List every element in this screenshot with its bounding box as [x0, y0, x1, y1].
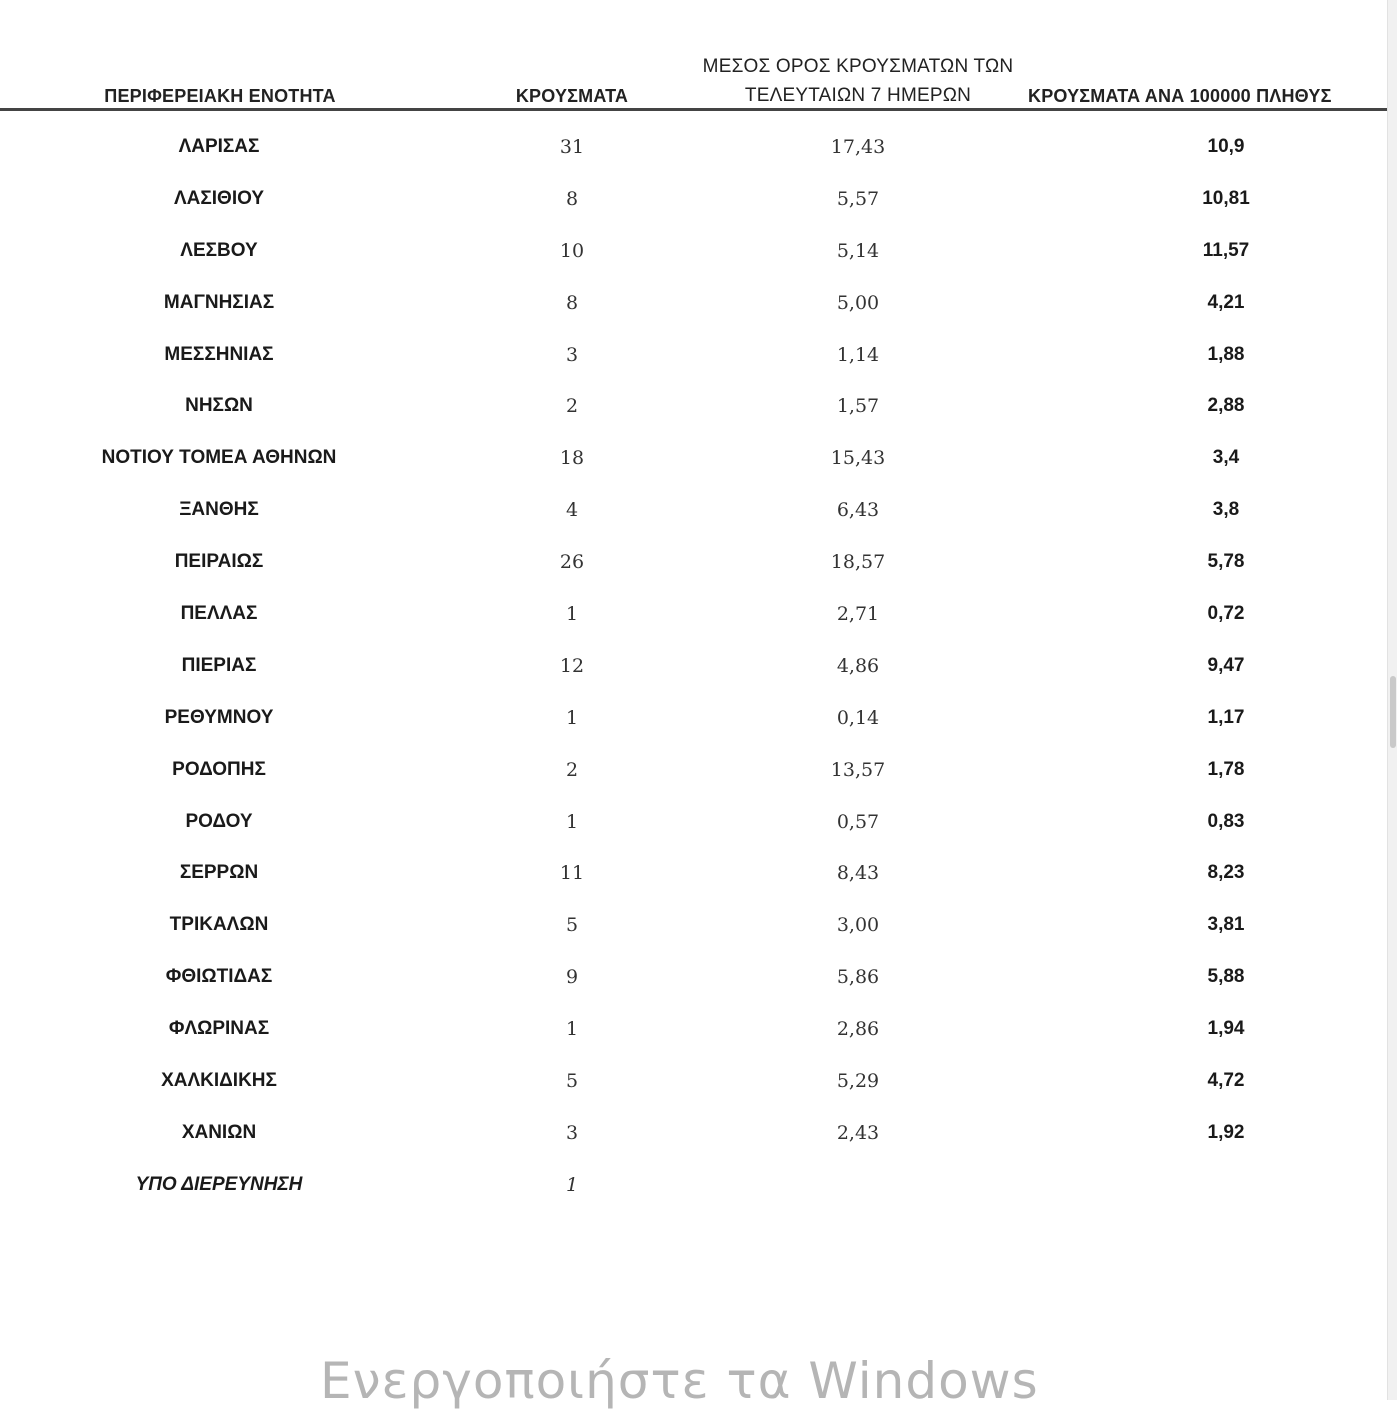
cell-per-100k: 1,88: [1207, 343, 1245, 365]
table-row: [0, 122, 1388, 174]
cell-region: ΡΕΘΥΜΝΟΥ: [164, 706, 274, 728]
header-divider: [0, 108, 1388, 111]
cell-cases: 31: [559, 136, 585, 158]
cell-per-100k: 1,78: [1207, 758, 1245, 780]
cell-avg: 18,57: [830, 551, 886, 574]
cell-per-100k: 3,4: [1212, 447, 1240, 469]
cell-per-100k: 2,88: [1207, 395, 1245, 417]
cell-per-100k: 0,72: [1207, 603, 1245, 625]
cell-avg: 8,43: [836, 862, 880, 885]
cell-region: ΠΙΕΡΙΑΣ: [181, 654, 257, 676]
cell-avg: 6,43: [836, 499, 880, 522]
cell-cases: 9: [565, 966, 579, 989]
cell-avg: 2,71: [836, 603, 880, 626]
cell-region: ΜΑΓΝΗΣΙΑΣ: [163, 291, 275, 313]
cell-per-100k: 1,92: [1207, 1121, 1245, 1143]
cell-per-100k: 1,17: [1207, 706, 1245, 728]
cell-avg: 2,86: [836, 1018, 880, 1041]
cell-region: ΤΡΙΚΑΛΩΝ: [169, 914, 269, 936]
cell-region: ΛΑΣΙΘΙΟΥ: [173, 187, 265, 209]
cell-region: ΦΘΙΩΤΙΔΑΣ: [165, 966, 273, 988]
cell-region: ΥΠΟ ΔΙΕΡΕΥΝΗΣΗ: [135, 1173, 303, 1195]
cell-avg: 2,43: [836, 1121, 880, 1144]
cell-avg: 5,14: [836, 239, 880, 262]
cell-region: ΠΕΛΛΑΣ: [180, 603, 258, 625]
cell-avg: 5,57: [836, 187, 880, 210]
cell-cases: 11: [559, 862, 585, 885]
cell-avg: 1,14: [836, 343, 880, 366]
cell-region: ΞΑΝΘΗΣ: [179, 499, 259, 521]
table-row: [0, 381, 1388, 433]
header-avg: [660, 52, 1056, 110]
cell-region: ΧΑΛΚΙΔΙΚΗΣ: [161, 1070, 277, 1092]
header-per-100k: ΚΡΟΥΣΜΑΤΑ ΑΝΑ 100000 ΠΛΗΘΥΣ: [1028, 86, 1332, 106]
cell-avg: 0,14: [836, 706, 880, 729]
table-row: [0, 1108, 1388, 1160]
cell-per-100k: 4,21: [1207, 291, 1245, 313]
table-row: [0, 1056, 1388, 1108]
cell-avg: 17,43: [830, 136, 886, 158]
cell-cases: 8: [565, 291, 579, 314]
cell-avg: 15,43: [830, 447, 886, 470]
cell-per-100k: 8,23: [1207, 862, 1245, 884]
cell-region: ΛΑΡΙΣΑΣ: [178, 136, 260, 157]
cell-avg: 0,57: [836, 810, 880, 833]
cell-per-100k: 0,83: [1207, 810, 1245, 832]
table-row: [0, 485, 1388, 537]
cell-cases: 1: [565, 706, 579, 729]
table-body: [0, 122, 1388, 1212]
cell-region: ΝΗΣΩΝ: [185, 395, 253, 417]
cell-cases: 5: [565, 1070, 579, 1093]
table-row: [0, 174, 1388, 226]
cell-cases: 1: [565, 1173, 579, 1196]
cell-cases: 1: [565, 603, 579, 626]
table-row: [0, 278, 1388, 330]
table-row: [0, 848, 1388, 900]
table-row: [0, 589, 1388, 641]
cell-per-100k: 5,78: [1207, 551, 1245, 573]
cell-avg: 3,00: [836, 914, 880, 937]
cell-avg: 5,29: [836, 1070, 880, 1093]
table-row: [0, 330, 1388, 382]
cell-avg: 4,86: [836, 654, 880, 677]
cell-per-100k: 3,81: [1207, 914, 1245, 936]
table-row: [0, 900, 1388, 952]
table-row: [0, 952, 1388, 1004]
cell-avg: 1,57: [836, 395, 880, 418]
cell-per-100k: 10,9: [1207, 136, 1245, 157]
cell-avg: 13,57: [830, 758, 886, 781]
cell-per-100k: 1,94: [1207, 1018, 1245, 1040]
cell-region: ΛΕΣΒΟΥ: [180, 239, 258, 261]
cell-region: ΜΕΣΣΗΝΙΑΣ: [164, 343, 274, 365]
table-row: [0, 745, 1388, 797]
cell-cases: 2: [565, 758, 579, 781]
cell-per-100k: 11,57: [1202, 239, 1250, 261]
cell-cases: 18: [559, 447, 585, 470]
cell-per-100k: 10,81: [1202, 187, 1250, 209]
table-row: [0, 1004, 1388, 1056]
table-row: [0, 641, 1388, 693]
cell-region: ΦΛΩΡΙΝΑΣ: [168, 1018, 270, 1040]
cell-region: ΡΟΔΟΥ: [185, 810, 253, 832]
header-avg-line2: ΤΕΛΕΥΤΑΙΩΝ 7 ΗΜΕΡΩΝ: [744, 85, 972, 106]
cell-cases: 26: [559, 551, 585, 574]
header-avg-line1: ΜΕΣΟΣ ΟΡΟΣ ΚΡΟΥΣΜΑΤΩΝ ΤΩΝ: [702, 56, 1014, 77]
cell-region: ΣΕΡΡΩΝ: [179, 862, 259, 884]
table-row: [0, 226, 1388, 278]
cell-region: ΝΟΤΙΟΥ ΤΟΜΕΑ ΑΘΗΝΩΝ: [101, 447, 337, 469]
cell-region: ΠΕΙΡΑΙΩΣ: [174, 551, 264, 573]
header-region: ΠΕΡΙΦΕΡΕΙΑΚΗ ΕΝΟΤΗΤΑ: [104, 86, 336, 106]
cell-per-100k: 5,88: [1207, 966, 1245, 988]
cell-per-100k: 4,72: [1207, 1070, 1245, 1092]
table-row: [0, 433, 1388, 485]
cell-cases: 1: [565, 810, 579, 833]
cell-cases: 10: [559, 239, 585, 262]
cell-cases: 1: [565, 1018, 579, 1041]
cell-cases: 3: [565, 343, 579, 366]
cell-avg: 5,86: [836, 966, 880, 989]
table-row: [0, 537, 1388, 589]
cell-cases: 8: [565, 187, 579, 210]
scrollbar-thumb[interactable]: [1390, 676, 1396, 748]
cell-cases: 5: [565, 914, 579, 937]
cell-cases: 4: [565, 499, 579, 522]
cell-cases: 2: [565, 395, 579, 418]
vertical-scrollbar[interactable]: [1387, 0, 1397, 1400]
cell-cases: 3: [565, 1121, 579, 1144]
header-cases: ΚΡΟΥΣΜΑΤΑ: [515, 86, 629, 106]
windows-activation-watermark: Ενεργοποιήστε τα Windows: [320, 1352, 1039, 1410]
cell-per-100k: 9,47: [1207, 654, 1245, 676]
cell-per-100k: 3,8: [1212, 499, 1240, 521]
cell-region: ΧΑΝΙΩΝ: [181, 1121, 257, 1143]
cell-cases: 12: [559, 654, 585, 677]
cell-region: ΡΟΔΟΠΗΣ: [172, 758, 266, 780]
table-row: [0, 693, 1388, 745]
table-row: [0, 797, 1388, 849]
cell-avg: 5,00: [836, 291, 880, 314]
table-row: [0, 1160, 1388, 1212]
